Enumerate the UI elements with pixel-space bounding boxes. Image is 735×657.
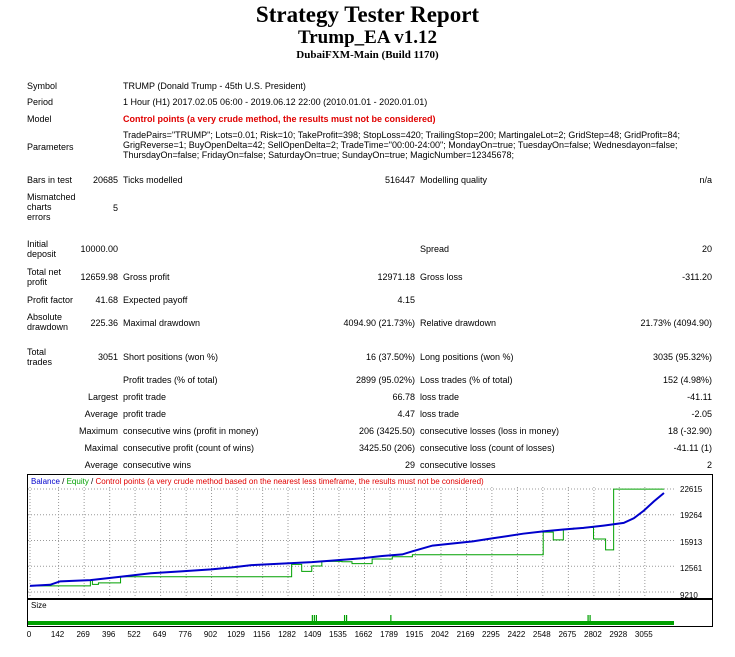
average-profit-trade-label: profit trade (123, 409, 167, 419)
size-bar (314, 615, 315, 625)
size-bar (589, 615, 590, 625)
short-positions-value: 16 (37.50%) (365, 352, 415, 362)
symbol-value: TRUMP (Donald Trump - 45th U.S. President) (123, 81, 306, 91)
average-loss-trade-value: -2.05 (691, 409, 712, 419)
x-tick-label: 2928 (609, 630, 628, 639)
size-bar (390, 615, 391, 625)
period-value: 1 Hour (H1) 2017.02.05 06:00 - 2019.06.12 22:00 (2010.01.01 - 2020.01.01) (123, 97, 428, 107)
ticks-label: Ticks modelled (123, 175, 183, 185)
x-tick-label: 2548 (532, 630, 551, 639)
avg-consecutive-losses-label: consecutive losses (420, 460, 496, 470)
gross-loss-label: Gross loss (420, 272, 463, 282)
x-tick-label: 2802 (584, 630, 602, 639)
gross-profit-value: 12971.18 (377, 272, 415, 282)
largest-loss-trade-label: loss trade (420, 392, 460, 402)
deposit-value: 10000.00 (80, 244, 118, 254)
gross-loss-value: -311.20 (682, 272, 712, 282)
x-tick-label: 522 (127, 630, 141, 639)
maximal-drawdown-value: 4094.90 (21.73%) (343, 318, 415, 328)
size-chart-plot (28, 600, 712, 626)
size-bar (587, 615, 588, 625)
profit-trades-value: 2899 (95.02%) (355, 375, 415, 385)
ticks-value: 516447 (384, 175, 415, 185)
x-tick-label: 1029 (227, 630, 245, 639)
x-tick-label: 2169 (456, 630, 475, 639)
x-tick-label: 1282 (278, 630, 296, 639)
expected-payoff-value: 4.15 (397, 295, 415, 305)
x-tick-label: 902 (203, 630, 218, 639)
report-title: Strategy Tester Report (255, 2, 480, 27)
size-label: Size (31, 601, 47, 610)
consecutive-loss-label: consecutive loss (count of losses) (420, 443, 555, 453)
balance-line (30, 493, 664, 586)
legend-control-points: Control points (a very crude method based on the nearest less timeframe, the results must not be considered) (95, 477, 484, 486)
bars-label: Bars in test (27, 175, 73, 185)
net-profit-label: Total net profit (27, 267, 62, 287)
x-tick-label: 1789 (380, 630, 398, 639)
parameters-value: TradePairs="TRUMP"; Lots=0.01; Risk=10; TakeProfit=398; StopLoss=420; TrailingStop=200; MartingaleLot=2; GridStep=48; GridProfit=84; GrigReverse=1; BuyOpenDelta=42; SellOpenDelta=2; TradeTime="00:00-24:00"; MondayOn=true; TuesdayOn=false; Wednesdayon=false; ThursdayOn=false; FridayOn=false; SaturdayOn=true; SundayOn=true; MagicNumber=12345678; (123, 130, 680, 160)
mismatched-value: 5 (112, 203, 118, 213)
consecutive-profit-value: 3425.50 (206) (358, 443, 415, 453)
y-tick-label: 12561 (680, 564, 703, 573)
x-tick-label: 142 (50, 630, 65, 639)
long-positions-label: Long positions (won %) (420, 352, 514, 362)
x-tick-label: 3055 (634, 630, 653, 639)
size-bar (346, 615, 347, 625)
average-loss-trade-label: loss trade (420, 409, 460, 419)
consecutive-losses-money-label: consecutive losses (loss in money) (420, 426, 560, 436)
x-tick-label: 649 (152, 630, 167, 639)
gross-profit-label: Gross profit (123, 272, 170, 282)
maximum-label: Maximum (78, 426, 118, 436)
legend-equity: Equity (66, 477, 89, 486)
largest-loss-trade-value: -41.11 (687, 392, 712, 402)
maximal-label: Maximal (84, 443, 118, 453)
absolute-drawdown-value: 225.36 (90, 318, 118, 328)
profit-factor-value: 41.68 (95, 295, 118, 305)
size-chart (27, 599, 713, 627)
average-consec-label: Average (84, 460, 118, 470)
size-bar (344, 615, 345, 625)
consecutive-profit-label: consecutive profit (count of wins) (123, 443, 255, 453)
modelling-quality-value: n/a (699, 175, 712, 185)
balance-chart-plot (28, 475, 712, 598)
bars-value: 20685 (92, 175, 118, 185)
legend-balance: Balance (31, 477, 60, 486)
long-positions-value: 3035 (95.32%) (652, 352, 712, 362)
x-tick-label: 776 (178, 630, 192, 639)
avg-consecutive-wins-label: consecutive wins (123, 460, 192, 470)
x-tick-label: 269 (76, 630, 90, 639)
ea-name: Trump_EA v1.12 (297, 27, 437, 48)
legend-sep1: / (59, 477, 67, 486)
loss-trades-value: 152 (4.98%) (662, 375, 712, 385)
avg-consecutive-wins-value: 29 (404, 460, 415, 470)
size-bar-baseline (28, 621, 674, 625)
x-tick-label: 1156 (253, 630, 271, 639)
size-bar (312, 615, 313, 625)
server-name: DubaiFXM-Main (Build 1170) (296, 49, 439, 61)
net-profit-value: 12659.98 (80, 272, 118, 282)
total-trades-label: Total trades (27, 347, 53, 367)
y-tick-label: 15913 (680, 538, 703, 547)
x-tick-label: 2422 (507, 630, 526, 639)
short-positions-label: Short positions (won %) (123, 352, 219, 362)
legend-sep2: / (88, 477, 96, 486)
period-label: Period (27, 97, 54, 107)
x-tick-label: 0 (26, 630, 32, 639)
profit-factor-label: Profit factor (27, 295, 74, 305)
chart-legend (31, 477, 484, 486)
expected-payoff-label: Expected payoff (123, 295, 188, 305)
consecutive-wins-money-label: consecutive wins (profit in money) (123, 426, 259, 436)
average-label: Average (84, 409, 118, 419)
y-tick-label: 9210 (680, 591, 698, 600)
x-tick-label: 1662 (354, 630, 373, 639)
absolute-drawdown-label: Absolute drawdown (27, 312, 69, 332)
equity-line (30, 489, 664, 586)
spread-label: Spread (420, 244, 450, 254)
mismatched-label: Mismatched charts errors (27, 192, 76, 222)
loss-trades-label: Loss trades (% of total) (420, 375, 513, 385)
x-tick-label: 2042 (431, 630, 449, 639)
spread-value: 20 (701, 244, 712, 254)
parameters-label: Parameters (27, 142, 74, 152)
average-profit-trade-value: 4.47 (397, 409, 415, 419)
size-bar (316, 615, 317, 625)
model-label: Model (27, 114, 52, 124)
relative-drawdown-value: 21.73% (4094.90) (640, 318, 712, 328)
x-tick-label: 1409 (303, 630, 322, 639)
x-tick-label: 2295 (481, 630, 500, 639)
profit-trades-label: Profit trades (% of total) (123, 375, 218, 385)
y-tick-label: 19264 (680, 511, 703, 520)
x-tick-label: 1535 (329, 630, 347, 639)
total-trades-value: 3051 (97, 352, 118, 362)
relative-drawdown-label: Relative drawdown (420, 318, 497, 328)
y-tick-label: 22615 (680, 485, 703, 494)
largest-profit-trade-label: profit trade (123, 392, 167, 402)
maximal-drawdown-label: Maximal drawdown (123, 318, 201, 328)
consecutive-losses-money-value: 18 (-32.90) (667, 426, 712, 436)
x-tick-label: 2675 (558, 630, 577, 639)
largest-profit-trade-value: 66.78 (392, 392, 415, 402)
x-tick-label: 1915 (405, 630, 424, 639)
deposit-label: Initial deposit (27, 239, 57, 259)
largest-label: Largest (87, 392, 118, 402)
modelling-quality-label: Modelling quality (420, 175, 488, 185)
balance-chart (27, 474, 713, 599)
symbol-label: Symbol (27, 81, 58, 91)
consecutive-loss-value: -41.11 (1) (673, 443, 712, 453)
consecutive-wins-money-value: 206 (3425.50) (358, 426, 415, 436)
x-tick-label: 396 (102, 630, 116, 639)
avg-consecutive-losses-value: 2 (706, 460, 712, 470)
model-value: Control points (a very crude method, the results must not be considered) (123, 114, 436, 124)
